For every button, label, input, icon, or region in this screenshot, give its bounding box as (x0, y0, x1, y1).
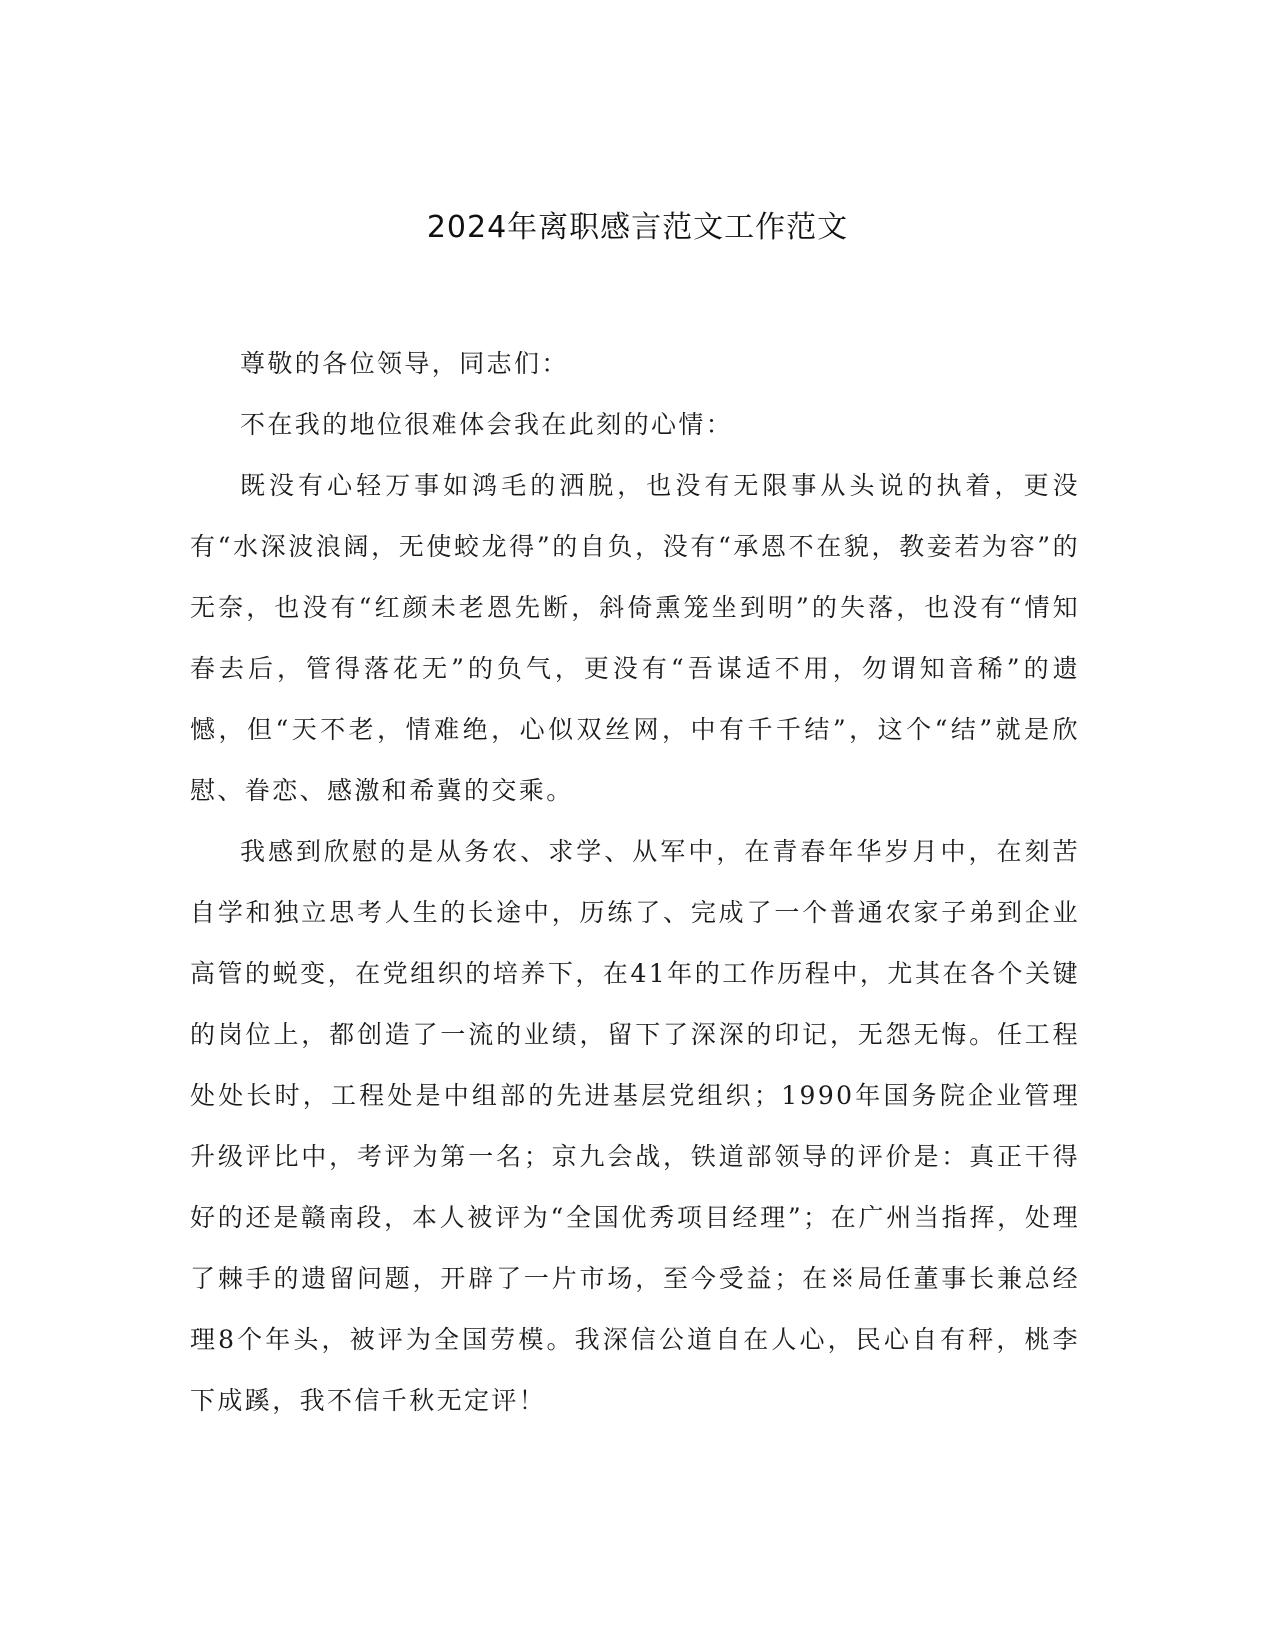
body-paragraph-1: 不在我的地位很难体会我在此刻的心情： (240, 410, 734, 439)
document-body (190, 333, 1080, 1431)
body-paragraph-3: 我感到欣慰的是从务农、求学、从军中，在青春年华岁月中，在刻苦自学和独立思考人生的长途中，历练了、完成了一个普通农家子弟到企业高管的蜕变，在党组织的培养下，在41年的工作历程中，尤其在各个关键的岗位上，都创造了一流的业绩，留下了深深的印记，无怨无悔。任工程处处长时，工程处是中组部的先进基层党组织；1990年国务院企业管理升级评比中，考评为第一名；京九会战，铁道部领导的评价是：真正干得好的还是赣南段，本人被评为“全国优秀项目经理”；在广州当指挥，处理了棘手的遗留问题，开辟了一片市场，至今受益；在※局任董事长兼总经理8个年头，被评为全国劳模。我深信公道自在人心，民心自有秤，桃李下成蹊，我不信千秋无定评！ (190, 837, 1080, 1415)
salutation-paragraph: 尊敬的各位领导，同志们： (240, 349, 569, 378)
body-paragraph-2: 既没有心轻万事如鸿毛的洒脱，也没有无限事从头说的执着，更没有“水深波浪阔，无使蛟龙得”的自负，没有“承恩不在貌，教妾若为容”的无奈，也没有“红颜未老恩先断，斜倚熏笼坐到明”的失落，也没有“情知春去后，管得落花无”的负气，更没有“吾谋适不用，勿谓知音稀”的遗憾，但“天不老，情难绝，心似双丝网，中有千千结”，这个“结”就是欣慰、眷恋、感激和希冀的交乘。 (190, 471, 1080, 805)
document-title: 2024年离职感言范文工作范文 (426, 210, 849, 245)
